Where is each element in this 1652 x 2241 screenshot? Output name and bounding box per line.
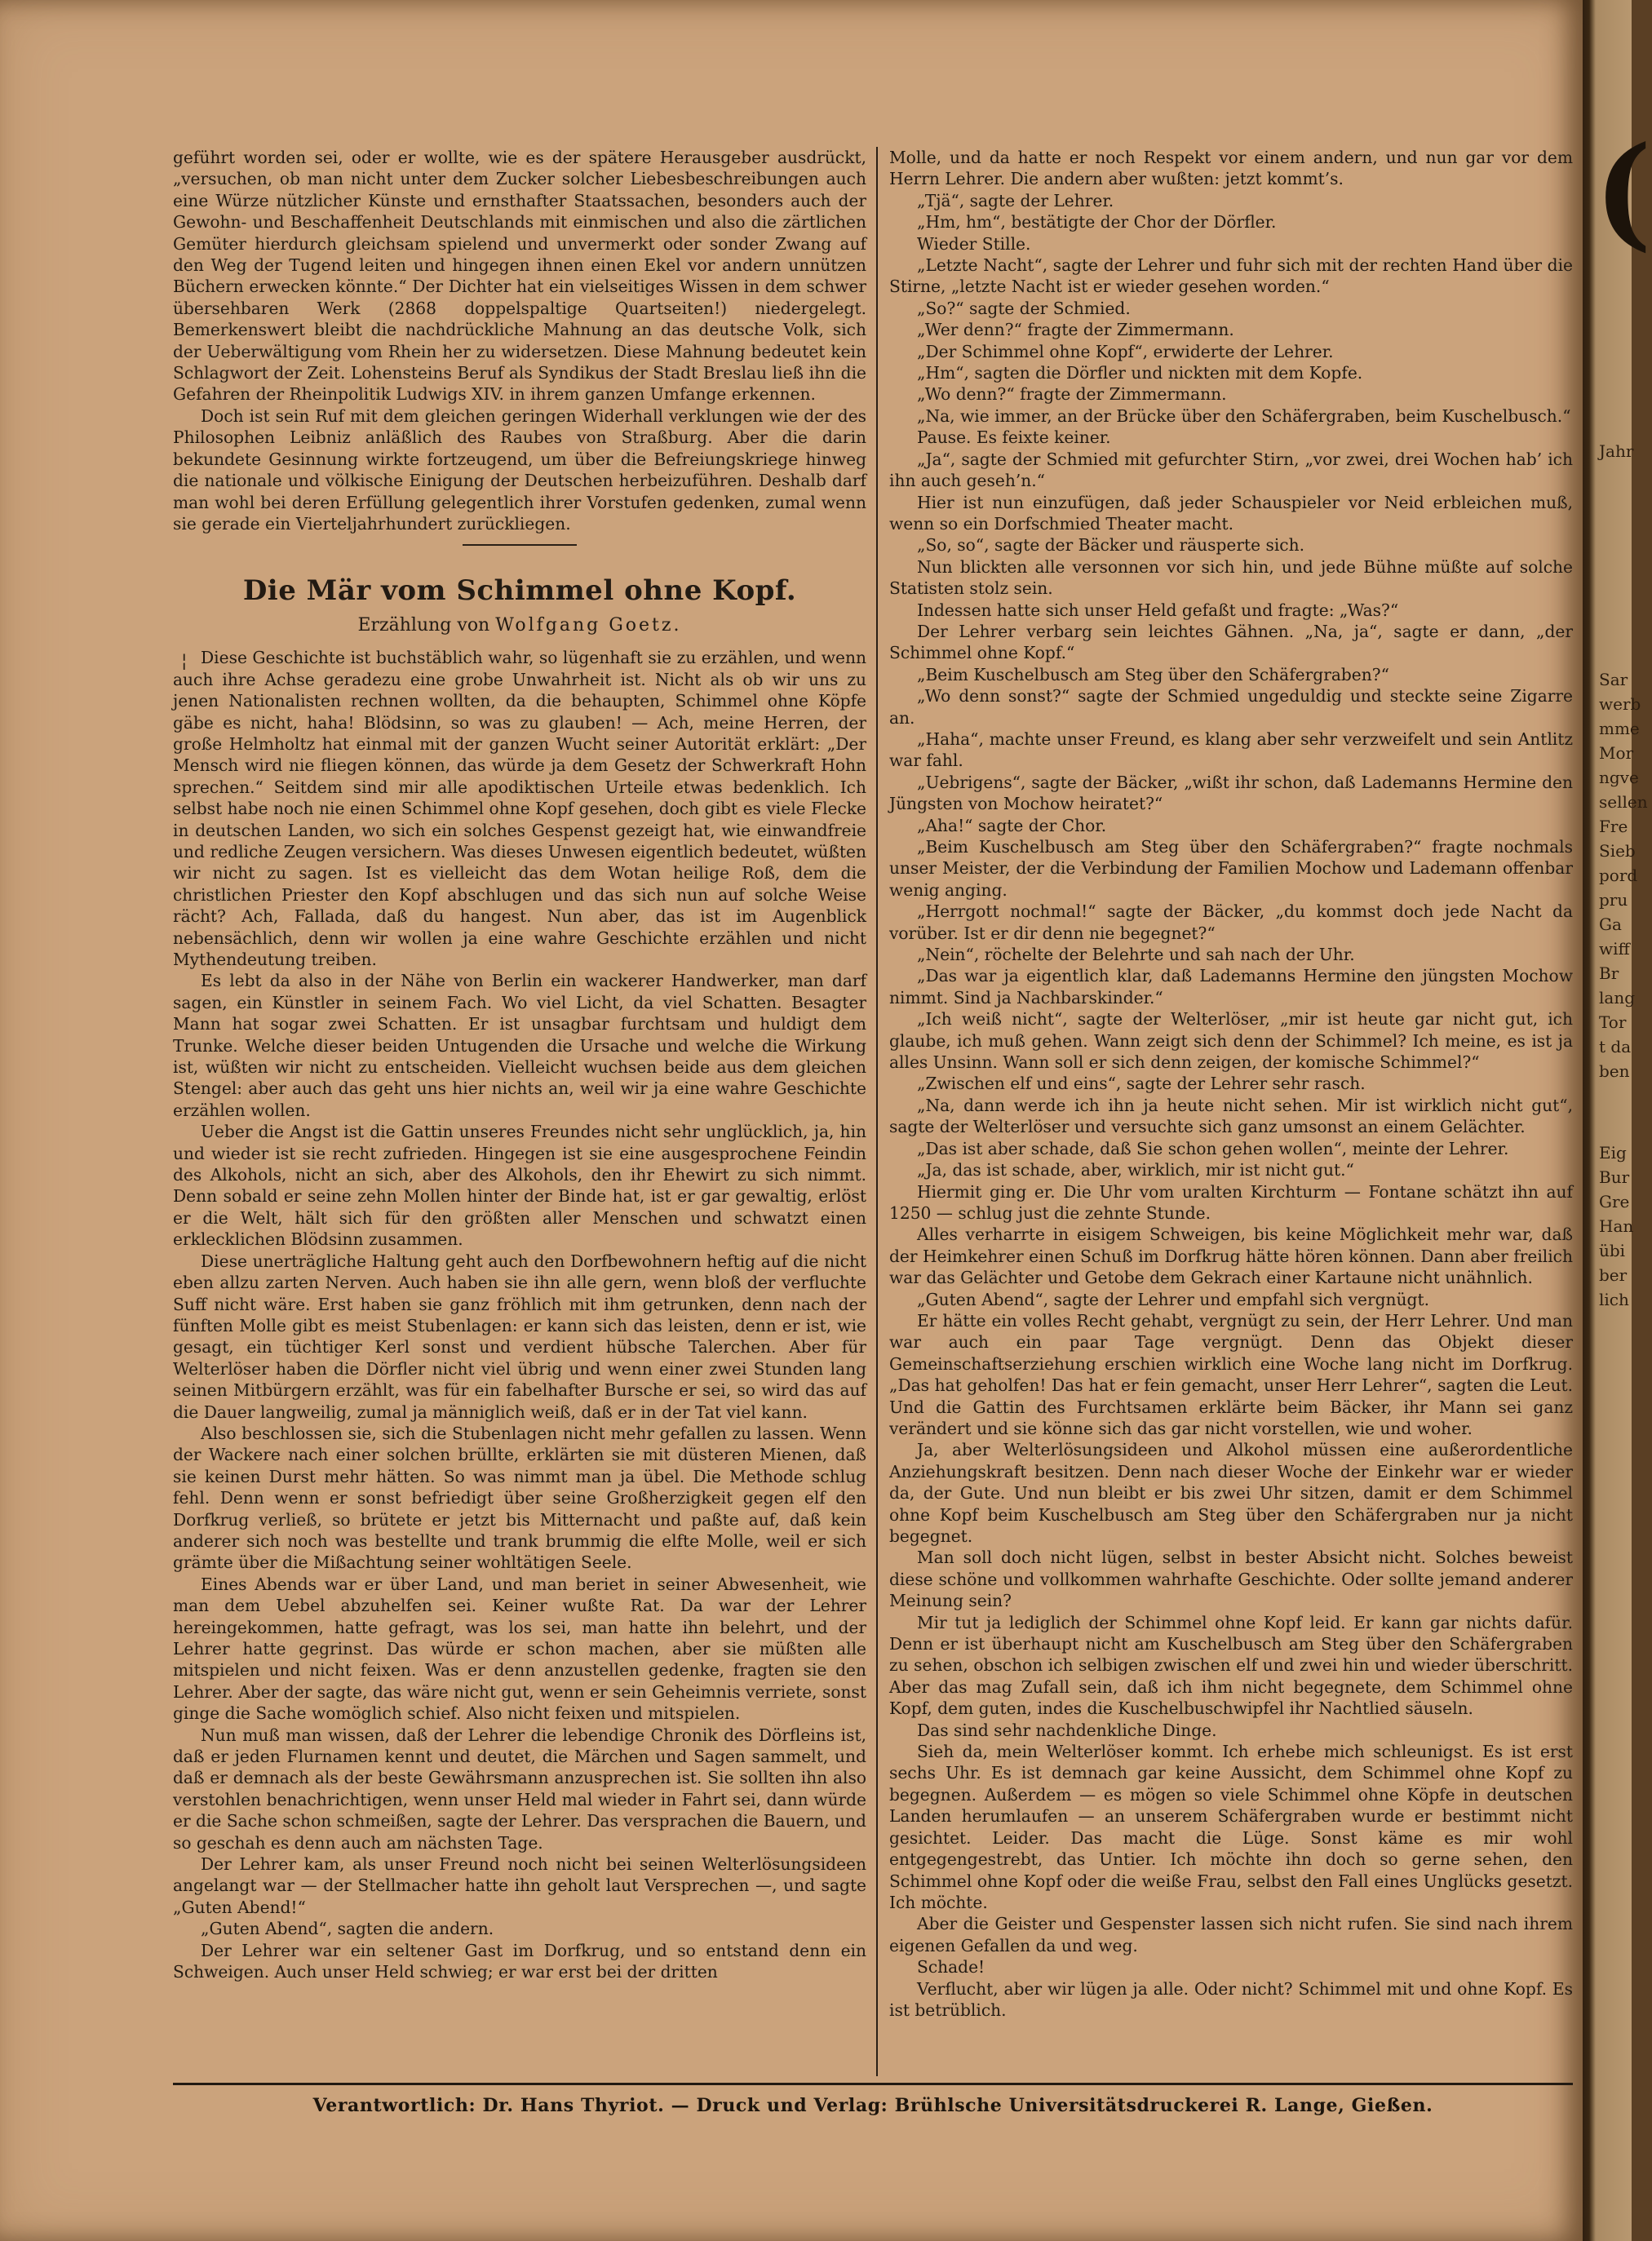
adjacent-page-text-fragment: ber bbox=[1599, 1265, 1628, 1285]
adjacent-page-text-fragment: Ga bbox=[1599, 915, 1622, 934]
story-paragraph: „Nein“, röchelte der Belehrte und sah nach der Uhr. bbox=[917, 945, 1355, 965]
adjacent-page-text-fragment: pord bbox=[1599, 866, 1638, 885]
byline-prefix: Erzählung von bbox=[357, 615, 490, 636]
story-paragraph: „Ja, das ist schade, aber, wirklich, mir ist nicht gut.“ bbox=[917, 1160, 1354, 1180]
story-paragraph: Das sind sehr nachdenkliche Dinge. bbox=[917, 1720, 1217, 1740]
story-paragraph: Nun muß man wissen, daß der Lehrer die lebendige Chronik des Dörfleins ist, daß er jeden Flurnamen kennt und deutet, die Märchen und Sagen sammelt, und daß er demnach als der beste Gewährsmann anzusprechen ist. Sie sollten ihn also verstohlen benachrichtigen, wenn unser Held mal wieder in Fahrt sei, dann würde er die Sache schon schmeißen, sagte der Lehrer. Das versprachen die Bauern, und so geschah es denn auch am nächsten Tage. bbox=[173, 1725, 866, 1853]
adjacent-page-text-fragment: Br bbox=[1599, 963, 1619, 983]
adjacent-page-text-fragment: lich bbox=[1599, 1290, 1629, 1309]
story-paragraph: „So, so“, sagte der Bäcker und räusperte sich. bbox=[917, 535, 1305, 556]
adjacent-page-text-fragment: ben bbox=[1599, 1061, 1630, 1081]
story-paragraph: Hiermit ging er. Die Uhr vom uralten Kirchturm — Fontane schätzt ihn auf 1250 — schlug just die zehnte Stunde. bbox=[889, 1181, 1573, 1223]
right-column bbox=[889, 147, 1573, 2021]
imprint-footer: Verantwortlich: Dr. Hans Thyriot. — Druck und Verlag: Brühlsche Universitätsdruckerei R. Lange, Gießen. bbox=[312, 2095, 1433, 2116]
story-paragraph: „Das ist aber schade, daß Sie schon gehen wollen“, meinte der Lehrer. bbox=[917, 1138, 1509, 1158]
story-paragraph: Schade! bbox=[917, 1957, 985, 1977]
margin-mark: ¦ bbox=[181, 651, 188, 671]
story-paragraph: „Guten Abend“, sagten die andern. bbox=[201, 1919, 494, 1939]
story-paragraph: „Guten Abend“, sagte der Lehrer und empfahl sich vergnügt. bbox=[917, 1289, 1430, 1309]
adjacent-page-text-fragment: Sar bbox=[1599, 670, 1628, 689]
article-continuation-paragraph: Doch ist sein Ruf mit dem gleichen geringen Widerhall verklungen wie der des Philosophen Leibniz anläßlich des Raubes von Straßburg. Aber die darin bekundete Gesinnung wirkte fortzeugend, um über die Befreiungskriege hinweg die nationale und völkische Einigung der Deutschen herbeizuführen. Deshalb darf man wohl bei deren Erfüllung gelegentlich ihrer Vorstufen gedenken, zumal wenn sie gerade ein Vierteljahrhundert zurückliegen. bbox=[173, 405, 866, 534]
story-paragraph: Indessen hatte sich unser Held gefaßt und fragte: „Was?“ bbox=[917, 600, 1399, 620]
adjacent-page-text-fragment: Fre bbox=[1599, 817, 1628, 836]
story-paragraph: „Beim Kuschelbusch am Steg über den Schäfergraben?“ bbox=[917, 664, 1389, 684]
story-paragraph: „Na, dann werde ich ihn ja heute nicht sehen. Mir ist wirklich nicht gut“, sagte der Welterlöser und versuchte sich ganz umsonst an einem Gelächter. bbox=[889, 1095, 1573, 1137]
story-paragraph: Diese unerträgliche Haltung geht auch den Dorfbewohnern heftig auf die nicht eben allzu zarten Nerven. Auch haben sie ihn alle gern, wenn bloß der verfluchte Suff nicht wäre. Erst haben sie ganz fröhlich mit ihm getrunken, denn nach der fünften Molle gibt es meist Stubenlagen: er kann sich das leisten, denn er ist, wie gesagt, ein tüchtiger Kerl sonst und verdient hübsche Talerchen. Aber für Welterlöser haben die Dörfler nicht viel übrig und wenn einer zwei Stunden lang seinen Mitbürgern erzählt, was für ein fabelhafter Bursche er sei, so wird das auf die Dauer langweilig, zumal ja männiglich weiß, daß er in der Tat viel kann. bbox=[173, 1251, 866, 1422]
story-paragraph: „Haha“, machte unser Freund, es klang aber sehr verzweifelt und sein Antlitz war fahl. bbox=[889, 729, 1573, 771]
story-paragraph: „Uebrigens“, sagte der Bäcker, „wißt ihr schon, daß Lademanns Hermine den Jüngsten von Mochow heiratet?“ bbox=[889, 772, 1573, 814]
story-paragraph: „Das war ja eigentlich klar, daß Lademanns Hermine den jüngsten Mochow nimmt. Sind ja Nachbarskinder.“ bbox=[889, 966, 1573, 1008]
story-paragraph: „Wo denn sonst?“ sagte der Schmied ungeduldig und steckte seine Zigarre an. bbox=[889, 686, 1573, 728]
byline-author: Wolfgang Goetz. bbox=[495, 615, 682, 636]
story-paragraph: „Ich weiß nicht“, sagte der Welterlöser, „mir ist heute gar nicht gut, ich glaube, ich muß gehen. Wann zeigt sich denn der Schimmel? Ich meine, es ist ja alles Unsinn. Wann soll er sich denn zeigen, der komische Schimmel?“ bbox=[889, 1009, 1573, 1073]
adjacent-page-edge bbox=[1583, 0, 1652, 2241]
story-paragraph: Pause. Es feixte keiner. bbox=[917, 427, 1111, 448]
adjacent-page-text-fragment: wiff bbox=[1599, 939, 1630, 959]
story-paragraph: „Tjä“, sagte der Lehrer. bbox=[917, 190, 1114, 210]
story-paragraph: „Ja“, sagte der Schmied mit gefurchter Stirn, „vor zwei, drei Wochen hab’ ich ihn auch geseh’n.“ bbox=[889, 449, 1573, 491]
story-paragraph: Aber die Geister und Gespenster lassen sich nicht rufen. Sie sind nach ihrem eigenen Gefallen da und weg. bbox=[889, 1914, 1573, 1955]
adjacent-page-text-fragment: pru bbox=[1599, 890, 1628, 910]
adjacent-page-text-fragment: Bur bbox=[1599, 1167, 1630, 1187]
adjacent-page-text-fragment: Mor bbox=[1599, 743, 1634, 763]
adjacent-page-text-fragment: Tor bbox=[1599, 1012, 1627, 1032]
story-paragraph: „Wer denn?“ fragte der Zimmermann. bbox=[917, 320, 1234, 340]
adjacent-page-text-fragment: Han bbox=[1599, 1216, 1634, 1236]
adjacent-page-text-fragment: Jahr bbox=[1599, 441, 1634, 461]
story-paragraph: Man soll doch nicht lügen, selbst in bester Absicht nicht. Solches beweist diese schöne und vollkommen wahrhafte Geschichte. Oder sollte jemand anderer Meinung sein? bbox=[889, 1548, 1573, 1611]
article-continuation-paragraph: geführt worden sei, oder er wollte, wie es der spätere Herausgeber ausdrückt, „versuchen, ob man nicht unter dem Zucker solcher Liebesbeschreibungen auch eine Würze nützlicher Künste und ernsthafter Staatssachen, besonders auch der Gewohn- und Beschaffenheit Deutschlands mit einmischen und also die zärtlichen Gemüter hierdurch gleichsam spielend und unvermerkt oder sonder Zwang auf den Weg der Tugend leiten und hingegen ihnen einen Ekel vor andern unnützen Büchern erwecken könnte.“ Der Dichter hat ein vielseitiges Wissen in dem schwer übersehbaren Werk (2868 doppelspaltige Quartseiten!) niedergelegt. Bemerkenswert bleibt die nachdrückliche Mahnung an das deutsche Volk, sich der Ueberwältigung vom Rhein her zu widersetzen. Diese Mahnung bedeutet kein Schlagwort der Zeit. Lohensteins Beruf als Syndikus der Stadt Breslau ließ ihn die Gefahren der Rheinpolitik Ludwigs XIV. in ihrem ganzen Umfange erkennen. bbox=[173, 148, 866, 405]
footer-rule bbox=[173, 2083, 1573, 2085]
story-paragraph: Ja, aber Welterlösungsideen und Alkohol müssen eine außerordentliche Anziehungskraft besitzen. Denn nach dieser Woche der Einkehr war er wieder da, der Gute. Und nun bleibt er bis zwei Uhr sitzen, damit er dem Schimmel ohne Kopf beim Kuschelbusch am Steg über den Schäfergraben nur ja nicht begegnet. bbox=[889, 1440, 1573, 1546]
adjacent-page-text-fragment: ngve bbox=[1599, 768, 1639, 787]
story-paragraph: „Hm, hm“, bestätigte der Chor der Dörfler. bbox=[917, 212, 1277, 233]
adjacent-page-text-fragment: sellen bbox=[1599, 792, 1648, 812]
story-paragraph: Sieh da, mein Welterlöser kommt. Ich erhebe mich schleunigst. Es ist erst sechs Uhr. Es ist demnach gar keine Aussicht, dem Schimmel ohne Kopf zu begegnen. Außerdem — es mögen so viele Schimmel ohne Köpfe in deutschen Landen herumlaufen — an unserem Schäfergraben wurde er bestimmt nicht gesichtet. Leider. Das macht die Lüge. Sonst käme es mir wohl entgegengestrebt, das Untier. Ich möchte ihn doch so gerne sehen, den Schimmel ohne Kopf oder die weiße Frau, selbst den Fall eines Unglücks gesetzt. Ich möchte. bbox=[889, 1742, 1573, 1912]
story-paragraph: Hier ist nun einzufügen, daß jeder Schauspieler vor Neid erbleichen muß, wenn so ein Dorfschmied Theater macht. bbox=[889, 492, 1573, 534]
adjacent-page-text-fragment: Eig bbox=[1599, 1143, 1627, 1163]
adjacent-page-text-fragment: werb bbox=[1599, 694, 1641, 714]
adjacent-page-text-fragment: mme bbox=[1599, 719, 1640, 738]
adjacent-page-text-fragment: t da bbox=[1599, 1037, 1632, 1056]
story-paragraph: „Aha!“ sagte der Chor. bbox=[917, 815, 1107, 835]
story-paragraph: „Na, wie immer, an der Brücke über den Schäfergraben, beim Kuschelbusch.“ bbox=[917, 405, 1571, 426]
story-paragraph: Verflucht, aber wir lügen ja alle. Oder nicht? Schimmel mit und ohne Kopf. Es ist betrüblich. bbox=[889, 1978, 1573, 2020]
adjacent-page-text-fragment: Sieb bbox=[1599, 841, 1636, 861]
story-paragraph: „Wo denn?“ fragte der Zimmermann. bbox=[917, 384, 1227, 405]
story-paragraph: Ueber die Angst ist die Gattin unseres Freundes nicht sehr unglücklich, ja, hin und wieder ist sie recht zufrieden. Hingegen ist sie eine ausgesprochene Feindin des Alkohols, nicht an sich, aber des Alkohols, den ihr Ehewirt zu sich nimmt. Denn sobald er seine zehn Mollen hinter der Binde hat, ist er gar gewaltig, erlöst er die Welt, hält sich für den größten aller Menschen und schwatzt einen erklecklichen Blödsinn zusammen. bbox=[173, 1122, 866, 1250]
story-paragraph: Alles verharrte in eisigem Schweigen, bis keine Möglichkeit mehr war, daß der Heimkehrer einen Schuß im Dorfkrug hätte hören können. Dann aber freilich war das Gelächter und Getobe dem Gekrach einer Kartaune nicht unähnlich. bbox=[889, 1225, 1573, 1288]
story-paragraph: „Hm“, sagten die Dörfler und nickten mit dem Kopfe. bbox=[917, 363, 1363, 383]
adjacent-page-text-fragment: übi bbox=[1599, 1241, 1626, 1260]
story-paragraph: Der Lehrer kam, als unser Freund noch nicht bei seinen Welterlösungsideen angelangt war — der Stellmacher hatte ihn geholt laut Versprechen —, und sagte „Guten Abend!“ bbox=[173, 1854, 866, 1917]
story-paragraph: Nun blickten alle versonnen vor sich hin, und jede Bühne müßte auf solche Statisten stolz sein. bbox=[889, 556, 1573, 599]
story-paragraph: Er hätte ein volles Recht gehabt, vergnügt zu sein, der Herr Lehrer. Und man war auch ein paar Tage vergnügt. Denn das Objekt dieser Gemeinschaftserziehung erschien wirklich eine Woche lang nicht im Dorfkrug. „Das hat geholfen! Das hat er fein gemacht, unser Herr Lehrer“, sagten die Leut. Und die Gattin des Furchtsamen erklärte beim Bäcker, ihr Mann sei ganz verändert und sie könne sich das gar nicht vorstellen, wie und woher. bbox=[889, 1310, 1573, 1438]
story-title: Die Mär vom Schimmel ohne Kopf. bbox=[242, 574, 797, 608]
adjacent-page-text-fragment: lang bbox=[1599, 988, 1636, 1008]
column-divider bbox=[876, 147, 878, 2076]
story-paragraph: Diese Geschichte ist buchstäblich wahr, so lügenhaft sie zu erzählen, und wenn auch ihre Achse geradezu eine grobe Unwahrheit ist. Nicht als ob wir uns zu jenen Nationalisten rechnen wollten, da die behaupten, Schimmel ohne Köpfe gäbe es nicht, haha! Blödsinn, so was zu glauben! — Ach, meine Herren, der große Helmholtz hat einmal mit der ganzen Wucht seiner Autorität erklärt: „Der Mensch wird nie fliegen können, das würde ja dem Gesetz der Schwerkraft Hohn sprechen.“ Seitdem sind mir alle apodiktischen Urteile etwas bedenklich. Ich selbst habe noch nie einen Schimmel ohne Kopf gesehen, doch gibt es viele Flecke in deutschen Landen, wo sich ein solches Gespenst gezeigt hat, wie einwandfreie und redliche Zeugen versichern. Was dieses Unwesen eigentlich bedeutet, wüßten wir nicht zu sagen. Ist es vielleicht das dem Wotan heilige Roß, dem die christlichen Priester den Kopf abschlugen und das sich nun auf solche Weise rächt? Ach, Fallada, daß du hangest. Nun aber, das ist im Augenblick nebensächlich, denn wir wollen ja eine wahre Geschichte erzählen und nicht Mythendeutung treiben. bbox=[173, 648, 866, 969]
story-paragraph: Eines Abends war er über Land, und man beriet in seiner Abwesenheit, wie man dem Uebel abzuhelfen sei. Keiner wußte Rat. Da war der Lehrer hereingekommen, hatte gefragt, was los sei, man hatte ihn belehrt, und der Lehrer hatte gegrinst. Das würde er schon machen, aber sie müßten alle mitspielen und nicht feixen. Was er denn anzustellen gedenke, fragten sie den Lehrer. Aber der sagte, das wäre nicht gut, wenn er sein Geheimnis verriete, sonst ginge die Sache womöglich schief. Also nicht feixen und mitspielen. bbox=[173, 1574, 866, 1724]
story-paragraph: „So?“ sagte der Schmied. bbox=[917, 298, 1131, 318]
story-paragraph: Wieder Stille. bbox=[917, 233, 1031, 254]
story-paragraph: „Letzte Nacht“, sagte der Lehrer und fuhr sich mit der rechten Hand über die Stirne, „letzte Nacht ist er wieder gesehen worden.“ bbox=[889, 255, 1573, 297]
left-column bbox=[173, 147, 866, 1983]
adjacent-page-text-fragment: Gre bbox=[1599, 1192, 1630, 1211]
story-paragraph: „Beim Kuschelbusch am Steg über den Schäfergraben?“ fragte nochmals unser Meister, der die Verbindung der Familien Mochow und Lademann offenbar wenig anging. bbox=[889, 837, 1573, 900]
story-byline bbox=[173, 614, 866, 637]
story-paragraph: „Zwischen elf und eins“, sagte der Lehrer sehr rasch. bbox=[917, 1074, 1366, 1094]
story-paragraph: Molle, und da hatte er noch Respekt vor einem andern, und nun gar vor dem Herrn Lehrer. Die andern aber wußten: jetzt kommt’s. bbox=[889, 148, 1573, 189]
section-separator bbox=[173, 544, 866, 574]
story-paragraph: Es lebt da also in der Nähe von Berlin ein wackerer Handwerker, man darf sagen, ein Künstler in seinem Fach. Wo viel Licht, da viel Schatten. Besagter Mann hat sogar zwei Schatten. Er ist unsagbar furchtsam und huldigt dem Trunke. Welche dieser beiden Untugenden die Ursache und welche die Wirkung ist, wüßten wir nicht zu entscheiden. Vielleicht wuchsen beide aus dem gleichen Stengel: aber auch das geht uns hier nichts an, weil wir ja eine wahre Geschichte erzählen wollen. bbox=[173, 971, 866, 1120]
story-paragraph: „Herrgott nochmal!“ sagte der Bäcker, „du kommst doch jede Nacht da vorüber. Ist er dir denn nie begegnet?“ bbox=[889, 901, 1573, 943]
story-paragraph: „Der Schimmel ohne Kopf“, erwiderte der Lehrer. bbox=[917, 341, 1334, 361]
story-paragraph: Also beschlossen sie, sich die Stubenlagen nicht mehr gefallen zu lassen. Wenn der Wackere nach einer solchen brüllte, erklärten sie mit düsteren Mienen, daß sie keinen Durst mehr hätten. So was nimmt man ja übel. Die Methode schlug fehl. Denn wenn er sonst befriedigt über seine Großherzigkeit gegen elf den Dorfkrug verließ, so brütete er jetzt bis Mitternacht und paßte auf, daß kein anderer sich noch was bestellte und trank brummig die elfte Molle, weil er sich grämte über die Mißachtung seiner wohltätigen Seele. bbox=[173, 1423, 866, 1573]
story-paragraph: Mir tut ja lediglich der Schimmel ohne Kopf leid. Er kann gar nichts dafür. Denn er ist überhaupt nicht am Kuschelbusch am Steg über den Schäfergraben zu sehen, obschon ich selbigen zwischen elf und zwei hin und wieder überschritt. Aber das mag Zufall sein, daß ich ihm nicht begegnete, dem Schimmel ohne Kopf, dem guten, indes die Kuschelbuschwipfel ihr Nachtlied säuseln. bbox=[889, 1612, 1573, 1719]
story-paragraph: Der Lehrer verbarg sein leichtes Gähnen. „Na, ja“, sagte er dann, „der Schimmel ohne Kopf.“ bbox=[889, 621, 1573, 663]
story-paragraph: Der Lehrer war ein seltener Gast im Dorfkrug, und so entstand denn ein Schweigen. Auch unser Held schwieg; er war erst bei der dritten bbox=[173, 1940, 866, 1982]
adjacent-page-headline-fragment: ( bbox=[1594, 120, 1652, 264]
